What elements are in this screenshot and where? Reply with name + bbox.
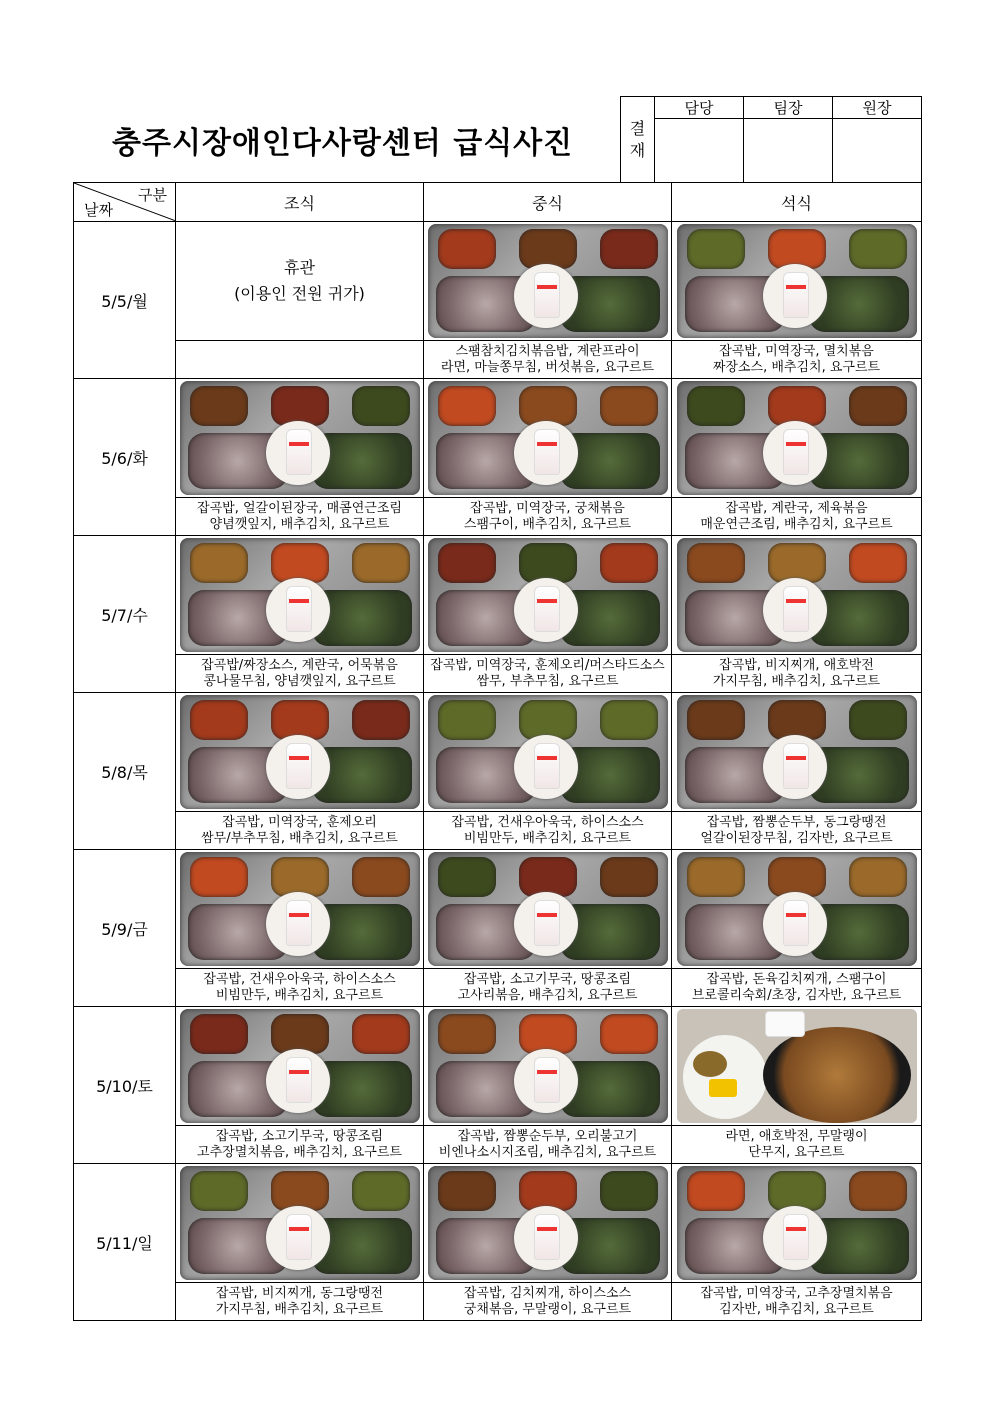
- side-dish: [768, 386, 826, 426]
- approval-role-team-lead: 팀장: [744, 97, 833, 119]
- menu-line-2: 짜장소스, 배추김치, 요구르트: [712, 359, 881, 375]
- ramen-bowl: [763, 1027, 911, 1123]
- menu-line-2: 양념깻잎지, 배추김치, 요구르트: [209, 516, 390, 532]
- side-dish: [687, 857, 745, 897]
- side-dish: [849, 229, 907, 269]
- breakfast-menu-caption: [176, 341, 424, 379]
- menu-line-2: 브로콜리숙회/초장, 김자반, 요구르트: [691, 987, 902, 1003]
- dinner-menu-caption: [672, 1283, 922, 1321]
- corner-category-label: 구분: [138, 186, 167, 204]
- breakfast-photo-cell: [176, 536, 424, 655]
- menu-line-2: 궁채볶음, 무말랭이, 요구르트: [463, 1301, 632, 1317]
- side-dish: [687, 386, 745, 426]
- date-cell: 5/6/화: [74, 379, 176, 536]
- dinner-photo-cell: [672, 850, 922, 969]
- side-dish: [519, 543, 577, 583]
- day-row: [74, 379, 922, 498]
- lunch-photo-cell: [424, 693, 672, 812]
- breakfast-photo-cell: [176, 379, 424, 498]
- dinner-photo-cell: [672, 693, 922, 812]
- date-cell: 5/8/목: [74, 693, 176, 850]
- dinner-menu-caption: [672, 969, 922, 1007]
- side-dish: [519, 700, 577, 740]
- menu-line-1: 잡곡밥, 비지찌개, 동그랑땡전: [215, 1285, 384, 1301]
- day-row: [74, 536, 922, 655]
- approval-label-line1: 결: [629, 118, 646, 138]
- dinner-photo-cell: [672, 379, 922, 498]
- caption-row: [74, 655, 922, 693]
- breakfast-photo-cell: [176, 693, 424, 812]
- menu-line-1: 잡곡밥, 미역장국, 훈제오리: [222, 814, 377, 830]
- side-dish: [600, 1014, 658, 1054]
- side-dish: [600, 229, 658, 269]
- yogurt-bottle: [783, 743, 809, 789]
- menu-line-1: 잡곡밥, 짬뽕순두부, 오리불고기: [457, 1128, 638, 1144]
- side-dish: [271, 543, 329, 583]
- approval-box: [620, 96, 922, 183]
- menu-line-1: 잡곡밥, 소고기무국, 땅콩조림: [215, 1128, 384, 1144]
- column-header-lunch: 중식: [424, 183, 672, 222]
- meal-photo[interactable]: [428, 538, 668, 652]
- meal-photo[interactable]: [180, 695, 420, 809]
- lunch-menu-caption: [424, 1126, 672, 1164]
- side-dish: [190, 386, 248, 426]
- side-dish: [438, 386, 496, 426]
- menu-line-1: 잡곡밥, 미역장국, 고추장멸치볶음: [700, 1285, 893, 1301]
- side-dish: [438, 1014, 496, 1054]
- breakfast-menu-caption: [176, 498, 424, 536]
- side-dish: [352, 700, 410, 740]
- side-dish: [849, 543, 907, 583]
- side-dish: [190, 543, 248, 583]
- yogurt-bottle: [286, 1057, 312, 1103]
- yogurt-bottle: [765, 1011, 805, 1037]
- meal-photo[interactable]: [428, 381, 668, 495]
- side-dish: [687, 543, 745, 583]
- date-cell: 5/5/월: [74, 222, 176, 379]
- yogurt-bottle: [286, 429, 312, 475]
- side-dish-plate: [683, 1035, 767, 1119]
- meal-photo[interactable]: [677, 852, 917, 966]
- meal-photo[interactable]: [677, 381, 917, 495]
- menu-line-1: 잡곡밥, 돈육김치찌개, 스팸구이: [706, 971, 887, 987]
- approval-sign-team-lead[interactable]: [744, 119, 833, 183]
- meal-photo[interactable]: [180, 538, 420, 652]
- side-dish: [352, 1171, 410, 1211]
- side-dish: [271, 700, 329, 740]
- lunch-photo-cell: [424, 379, 672, 498]
- side-dish: [190, 1171, 248, 1211]
- side-dish: [271, 1014, 329, 1054]
- lunch-menu-caption: [424, 812, 672, 850]
- meal-photo[interactable]: [677, 224, 917, 338]
- caption-row: [74, 1126, 922, 1164]
- dinner-menu-caption: [672, 1126, 922, 1164]
- meal-photo[interactable]: [677, 695, 917, 809]
- lunch-menu-caption: [424, 341, 672, 379]
- side-dish: [768, 1171, 826, 1211]
- caption-row: [74, 498, 922, 536]
- date-cell: 5/11/일: [74, 1164, 176, 1321]
- dinner-photo-cell: [672, 1164, 922, 1283]
- corner-header: [74, 183, 176, 222]
- side-dish: [352, 857, 410, 897]
- side-dish: [352, 1014, 410, 1054]
- side-dish: [519, 857, 577, 897]
- yogurt-bottle: [783, 1214, 809, 1260]
- yogurt-bottle: [534, 586, 560, 632]
- meal-photo[interactable]: [428, 1166, 668, 1280]
- side-dish: [438, 543, 496, 583]
- lunch-photo-cell: [424, 536, 672, 655]
- side-dish: [849, 386, 907, 426]
- dinner-menu-caption: [672, 498, 922, 536]
- closed-reason: (이용인 전원 귀가): [234, 284, 365, 303]
- caption-row: [74, 341, 922, 379]
- approval-sign-manager[interactable]: [655, 119, 744, 183]
- side-dish: [271, 386, 329, 426]
- side-dish: [438, 229, 496, 269]
- side-dish: [768, 857, 826, 897]
- caption-row: [74, 969, 922, 1007]
- side-dish: [687, 229, 745, 269]
- lunch-menu-caption: [424, 1283, 672, 1321]
- yogurt-bottle: [534, 1214, 560, 1260]
- side-dish: [519, 386, 577, 426]
- side-dish: [768, 229, 826, 269]
- side-dish: [600, 1171, 658, 1211]
- caption-row: [74, 1283, 922, 1321]
- lunch-photo-cell: [424, 1164, 672, 1283]
- date-cell: 5/9/금: [74, 850, 176, 1007]
- lunch-photo-cell: [424, 222, 672, 341]
- side-dish: [600, 857, 658, 897]
- menu-line-2: 콩나물무침, 양념깻잎지, 요구르트: [203, 673, 396, 689]
- yogurt-bottle: [534, 429, 560, 475]
- side-dish: [849, 1171, 907, 1211]
- menu-line-2: 비엔나소시지조림, 배추김치, 요구르트: [438, 1144, 657, 1160]
- meal-photo[interactable]: [677, 1166, 917, 1280]
- side-dish: [352, 386, 410, 426]
- menu-line-1: 잡곡밥, 비지찌개, 애호박전: [719, 657, 874, 673]
- side-dish: [190, 1014, 248, 1054]
- menu-line-1: 스팸참치김치볶음밥, 계란프라이: [455, 343, 640, 359]
- day-row: [74, 850, 922, 969]
- yogurt-bottle: [534, 900, 560, 946]
- dinner-menu-caption: [672, 655, 922, 693]
- side-dish: [438, 857, 496, 897]
- column-header-dinner: 석식: [672, 183, 922, 222]
- side-dish: [438, 1171, 496, 1211]
- lunch-photo-cell: [424, 850, 672, 969]
- yogurt-bottle: [783, 586, 809, 632]
- approval-role-manager: 담당: [655, 97, 744, 119]
- menu-line-2: 매운연근조림, 배추김치, 요구르트: [700, 516, 893, 532]
- meal-photo[interactable]: [180, 381, 420, 495]
- side-dish: [600, 543, 658, 583]
- yogurt-bottle: [783, 900, 809, 946]
- lunch-menu-caption: [424, 969, 672, 1007]
- side-dish: [687, 1171, 745, 1211]
- menu-line-2: 쌈무, 부추무침, 요구르트: [476, 673, 619, 689]
- meal-photo[interactable]: [677, 538, 917, 652]
- side-dish: [849, 857, 907, 897]
- dinner-photo-cell: [672, 1007, 922, 1126]
- menu-line-1: 잡곡밥, 소고기무국, 땅콩조림: [463, 971, 632, 987]
- lunch-menu-caption: [424, 498, 672, 536]
- approval-label: [621, 97, 655, 183]
- menu-line-1: 잡곡밥, 건새우아욱국, 하이스소스: [203, 971, 396, 987]
- date-cell: 5/10/토: [74, 1007, 176, 1164]
- menu-line-1: 잡곡밥, 미역장국, 멸치볶음: [719, 343, 874, 359]
- menu-line-1: 잡곡밥/짜장소스, 계란국, 어묵볶음: [201, 657, 398, 673]
- menu-line-2: 단무지, 요구르트: [748, 1144, 845, 1160]
- menu-line-2: 비빔만두, 배추김치, 요구르트: [215, 987, 384, 1003]
- meal-photo[interactable]: [180, 852, 420, 966]
- dinner-photo-cell: [672, 222, 922, 341]
- side-dish: [519, 1014, 577, 1054]
- yogurt-bottle: [286, 900, 312, 946]
- menu-line-1: 잡곡밥, 김치찌개, 하이스소스: [463, 1285, 632, 1301]
- menu-line-1: 잡곡밥, 계란국, 제육볶음: [725, 500, 868, 516]
- meal-photo[interactable]: [428, 1009, 668, 1123]
- breakfast-menu-caption: [176, 1283, 424, 1321]
- side-dish: [190, 700, 248, 740]
- breakfast-menu-caption: [176, 655, 424, 693]
- yogurt-bottle: [286, 743, 312, 789]
- day-row: [74, 1007, 922, 1126]
- meal-photo[interactable]: [428, 224, 668, 338]
- yogurt-bottle: [286, 586, 312, 632]
- corner-date-label: 날짜: [84, 201, 113, 219]
- side-dish: [600, 386, 658, 426]
- approval-role-director: 원장: [833, 97, 922, 119]
- menu-line-2: 고사리볶음, 배추김치, 요구르트: [457, 987, 638, 1003]
- side-dish: [352, 543, 410, 583]
- yogurt-bottle: [783, 272, 809, 318]
- side-dish: [768, 700, 826, 740]
- menu-line-1: 잡곡밥, 미역장국, 궁채볶음: [470, 500, 625, 516]
- menu-line-2: 가지무침, 배추김치, 요구르트: [712, 673, 881, 689]
- lunch-menu-caption: [424, 655, 672, 693]
- menu-line-1: 잡곡밥, 미역장국, 훈제오리/머스타드소스: [430, 657, 665, 673]
- lunch-photo-cell: [424, 1007, 672, 1126]
- side-dish: [768, 543, 826, 583]
- column-header-breakfast: 조식: [176, 183, 424, 222]
- side-dish: [600, 700, 658, 740]
- meal-photo[interactable]: [428, 695, 668, 809]
- menu-line-2: 스팸구이, 배추김치, 요구르트: [463, 516, 632, 532]
- side-dish: [687, 700, 745, 740]
- breakfast-photo-cell: [176, 1164, 424, 1283]
- approval-label-line2: 재: [629, 140, 646, 160]
- menu-line-2: 가지무침, 배추김치, 요구르트: [215, 1301, 384, 1317]
- side-dish: [519, 229, 577, 269]
- meal-photo[interactable]: [180, 1166, 420, 1280]
- breakfast-photo-cell: [176, 222, 424, 341]
- day-row: [74, 222, 922, 341]
- caption-row: [74, 812, 922, 850]
- menu-line-1: 잡곡밥, 얼갈이된장국, 매콤연근조림: [197, 500, 402, 516]
- meal-photo[interactable]: [428, 852, 668, 966]
- menu-line-1: 잡곡밥, 짬뽕순두부, 동그랑땡전: [706, 814, 887, 830]
- side-dish: [849, 700, 907, 740]
- side-dish: [271, 1171, 329, 1211]
- yogurt-bottle: [534, 1057, 560, 1103]
- menu-line-2: 김자반, 배추김치, 요구르트: [719, 1301, 874, 1317]
- breakfast-photo-cell: [176, 1007, 424, 1126]
- menu-line-1: 라면, 애호박전, 무말랭이: [725, 1128, 868, 1144]
- side-dish: [519, 1171, 577, 1211]
- breakfast-menu-caption: [176, 969, 424, 1007]
- approval-sign-director[interactable]: [833, 119, 922, 183]
- yogurt-bottle: [534, 743, 560, 789]
- menu-line-2: 라면, 마늘쫑무침, 버섯볶음, 요구르트: [440, 359, 655, 375]
- breakfast-menu-caption: [176, 1126, 424, 1164]
- side-dish: [190, 857, 248, 897]
- page-title: 충주시장애인다사랑센터 급식사진: [112, 126, 574, 161]
- yogurt-bottle: [783, 429, 809, 475]
- dinner-menu-caption: [672, 812, 922, 850]
- breakfast-photo-cell: [176, 850, 424, 969]
- meal-photo[interactable]: [677, 1009, 917, 1123]
- yogurt-bottle: [286, 1214, 312, 1260]
- menu-line-2: 고추장멸치볶음, 배추김치, 요구르트: [197, 1144, 402, 1160]
- dinner-photo-cell: [672, 536, 922, 655]
- side-dish: [271, 857, 329, 897]
- date-cell: 5/7/수: [74, 536, 176, 693]
- closed-notice: 휴관: [284, 258, 315, 277]
- meal-table: [73, 182, 922, 1321]
- menu-line-1: 잡곡밥, 건새우아욱국, 하이스소스: [451, 814, 644, 830]
- day-row: [74, 693, 922, 812]
- menu-line-2: 쌈무/부추무침, 배추김치, 요구르트: [201, 830, 398, 846]
- dinner-menu-caption: [672, 341, 922, 379]
- meal-photo[interactable]: [180, 1009, 420, 1123]
- side-dish: [438, 700, 496, 740]
- menu-line-2: 얼갈이된장무침, 김자반, 요구르트: [700, 830, 893, 846]
- menu-line-2: 비빔만두, 배추김치, 요구르트: [463, 830, 632, 846]
- day-row: [74, 1164, 922, 1283]
- yogurt-bottle: [534, 272, 560, 318]
- breakfast-menu-caption: [176, 812, 424, 850]
